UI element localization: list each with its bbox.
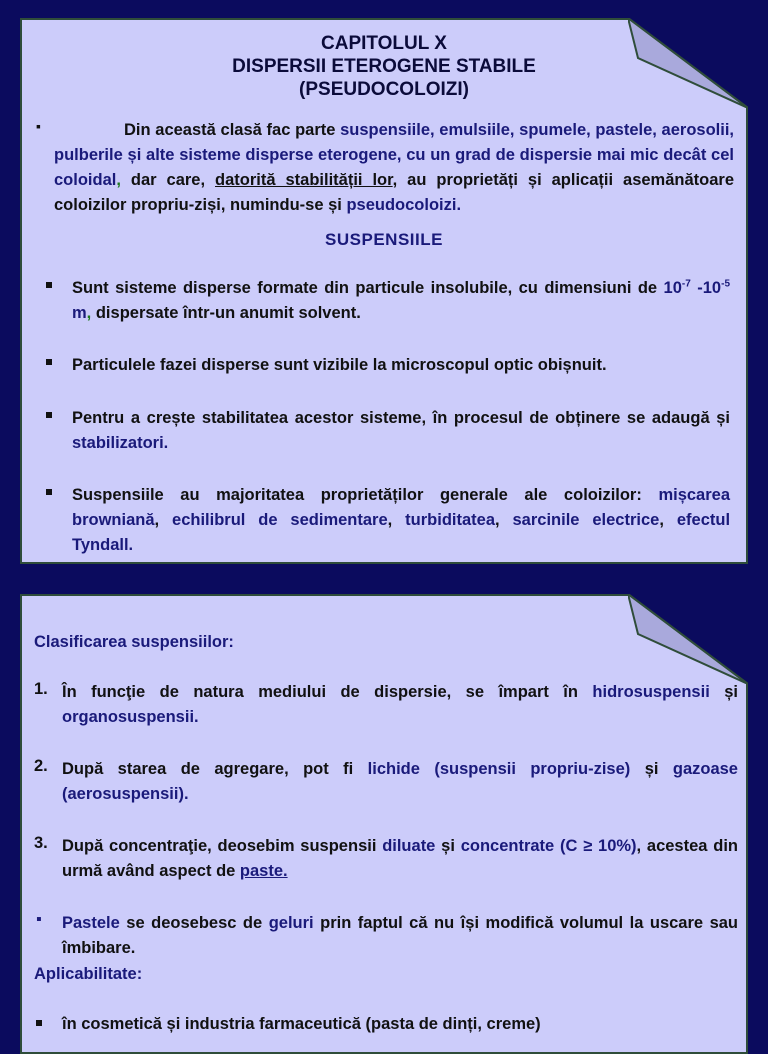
page-curl-icon <box>628 18 748 108</box>
item-3-number: 3. <box>34 834 48 852</box>
b3-highlight: stabilizatori. <box>72 434 169 452</box>
bullet-square-4 <box>46 489 52 495</box>
class-item-3 <box>62 834 738 884</box>
title-line-1: CAPITOLUL X <box>321 33 447 54</box>
applicability-bullet <box>36 1020 42 1026</box>
applicability-item: în cosmetică și industria farmaceutică (pasta de dinți, creme) <box>62 1015 541 1033</box>
applicability-heading: Aplicabilitate: <box>34 965 143 983</box>
pastele-highlight-2: geluri <box>268 914 314 932</box>
intro-text-3: , au proprietăți și aplicații asemănătoare coloizilor propriu-ziși, numindu-se și <box>54 171 735 214</box>
b1-exp-1: -7 <box>681 278 691 290</box>
class-item-1 <box>62 680 738 730</box>
b1-value-2: -10 <box>690 279 722 297</box>
item-2-number: 2. <box>34 757 48 775</box>
classification-heading: Clasificarea suspensiilor: <box>34 633 234 651</box>
intro-bullet: ▪ <box>36 118 41 134</box>
b1-green-comma: , <box>86 304 92 322</box>
title-line-3: (PSEUDOCOLOIZI) <box>299 79 469 100</box>
b1-unit: m <box>72 304 87 322</box>
i2-highlight-1: lichide (suspensii propriu-zise) <box>367 760 631 778</box>
bullet-square-1 <box>46 282 52 288</box>
pastele-text-2: prin faptul că nu își modifică volumul la uscare sau îmbibare. <box>62 914 738 957</box>
pastele-bullet: ▪ <box>36 911 42 928</box>
intro-highlight-1: suspensiile, emulsiile, spumele, pastele, aerosolii, pulberile și alte sisteme disperse eterogene, cu un grad de dispersie mai mic decât cel coloidal <box>54 121 734 189</box>
intro-green-comma: , <box>116 171 121 189</box>
slide-2 <box>20 594 748 1054</box>
section-heading: SUSPENSIILE <box>325 230 443 249</box>
bullet-square-3 <box>46 412 52 418</box>
i2-text-1: După starea de agregare, pot fi <box>62 760 368 778</box>
b4-highlight-1: mișcarea browniană <box>72 486 730 529</box>
b4-highlight-4: sarcinile electrice <box>512 511 660 529</box>
intro-text-2: dar care, <box>120 171 216 189</box>
i1-highlight-1: hidrosuspensii <box>592 683 710 701</box>
i2-text-2: și <box>630 760 673 778</box>
b4-sep-3: , <box>495 511 513 529</box>
bullet-item-2 <box>72 353 730 378</box>
pastele-item <box>62 911 738 961</box>
bullet-item-3 <box>72 406 730 456</box>
b3-text: Pentru a crește stabilitatea acestor sisteme, în procesul de obținere se adaugă și <box>72 409 730 427</box>
i1-text-2: și <box>709 683 738 701</box>
slide-1 <box>20 18 748 564</box>
intro-highlight-2: pseudocoloizi. <box>346 196 462 214</box>
i1-highlight-2: organosuspensii. <box>62 708 199 726</box>
intro-paragraph <box>54 118 734 218</box>
b1-exp-2: -5 <box>721 278 731 290</box>
b2-text: Particulele fazei disperse sunt vizibile la microscopul optic obișnuit. <box>72 356 607 374</box>
pastele-highlight-1: Pastele <box>62 914 120 932</box>
intro-text-1: Din această clasă fac parte <box>124 121 341 139</box>
b4-highlight-3: turbiditatea <box>405 511 495 529</box>
i3-text-2: și <box>435 837 461 855</box>
b1-value-1: 10 <box>663 279 682 297</box>
i3-highlight-3: paste. <box>239 862 288 880</box>
item-1-number: 1. <box>34 680 48 698</box>
b4-text-1: Suspensiile au majoritatea proprietăților generale ale coloizilor: <box>72 486 659 504</box>
bullet-item-4 <box>72 483 730 558</box>
class-item-2 <box>62 757 738 807</box>
i3-text-3: , acestea din urmă având aspect de <box>62 837 738 880</box>
b1-text-2: dispersate într-un anumit solvent. <box>91 304 361 322</box>
title-line-2: DISPERSII ETEROGENE STABILE <box>232 56 536 77</box>
i3-highlight-2: concentrate (C ≥ 10%) <box>460 837 637 855</box>
bullet-item-1 <box>72 276 730 326</box>
b4-highlight-2: echilibrul de sedimentare <box>172 511 388 529</box>
bullet-square-2 <box>46 359 52 365</box>
pastele-text-1: se deosebesc de <box>119 914 269 932</box>
i1-text-1: În funcţie de natura mediului de dispersie, se împart în <box>62 683 593 701</box>
i3-highlight-1: diluate <box>382 837 436 855</box>
intro-underlined: datorită stabilității lor <box>215 171 393 189</box>
b1-text: Sunt sisteme disperse formate din particule insolubile, cu dimensiuni de <box>72 279 664 297</box>
b4-sep-2: , <box>387 511 406 529</box>
i2-highlight-2: gazoase (aerosuspensii). <box>62 760 738 803</box>
b4-highlight-5: efectul Tyndall. <box>72 511 731 554</box>
i3-text-1: După concentraţie, deosebim suspensii <box>62 837 383 855</box>
b4-sep-1: , <box>154 511 173 529</box>
b4-sep-4: , <box>659 511 677 529</box>
